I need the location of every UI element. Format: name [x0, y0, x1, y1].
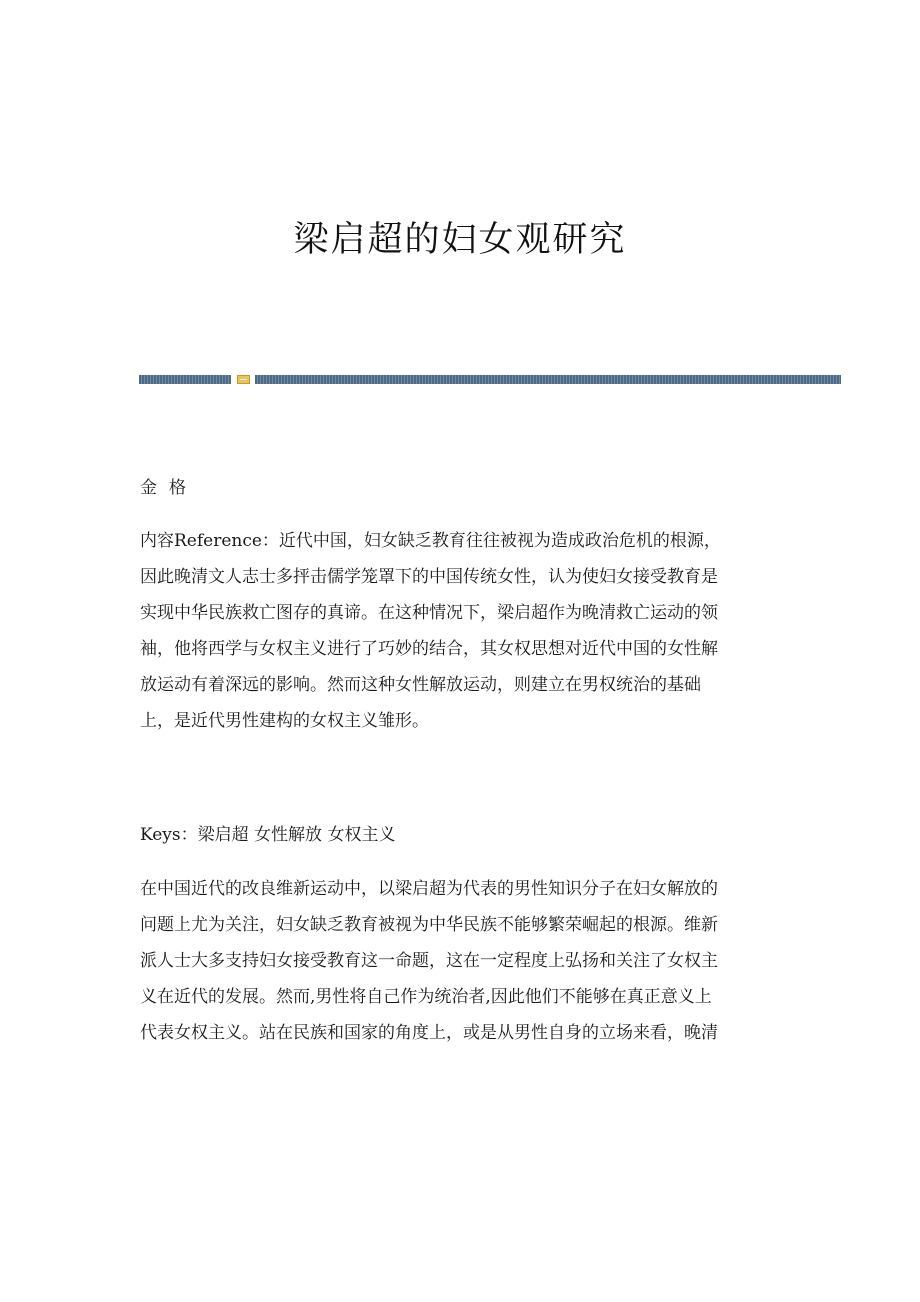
divider-ornament-icon — [237, 375, 250, 384]
keywords-line: Keys：梁启超 女性解放 女权主义 — [140, 825, 396, 845]
abstract-line: 袖，他将西学与女权主义进行了巧妙的结合，其女权思想对近代中国的女性解 — [140, 639, 718, 659]
divider-bar-right — [255, 375, 841, 384]
title-divider — [139, 375, 841, 384]
abstract-line: 上，是近代男性建构的女权主义雏形。 — [140, 711, 429, 731]
body-line: 在中国近代的改良维新运动中，以梁启超为代表的男性知识分子在妇女解放的 — [140, 879, 718, 899]
abstract-line: 内容Reference：近代中国，妇女缺乏教育往往被视为造成政治危机的根源， — [140, 531, 721, 551]
abstract-line: 放运动有着深远的影响。然而这种女性解放运动，则建立在男权统治的基础 — [140, 675, 701, 695]
abstract-line: 因此晚清文人志士多抨击儒学笼罩下的中国传统女性，认为使妇女接受教育是 — [140, 567, 718, 587]
body-line: 问题上尤为关注，妇女缺乏教育被视为中华民族不能够繁荣崛起的根源。维新 — [140, 915, 718, 935]
body-line: 代表女权主义。站在民族和国家的角度上，或是从男性自身的立场来看，晚清 — [140, 1023, 718, 1043]
body-paragraph — [140, 871, 780, 1051]
body-line: 派人士大多支持妇女接受教育这一命题，这在一定程度上弘扬和关注了女权主 — [140, 951, 718, 971]
abstract-paragraph — [140, 523, 780, 739]
author-name: 金格 — [140, 478, 198, 498]
abstract-line: 实现中华民族救亡图存的真谛。在这种情况下，梁启超作为晚清救亡运动的领 — [140, 603, 718, 623]
divider-bar-left — [139, 375, 231, 384]
body-line: 义在近代的发展。然而,男性将自己作为统治者,因此他们不能够在真正意义上 — [140, 987, 712, 1007]
document-title: 梁启超的妇女观研究 — [293, 220, 627, 260]
